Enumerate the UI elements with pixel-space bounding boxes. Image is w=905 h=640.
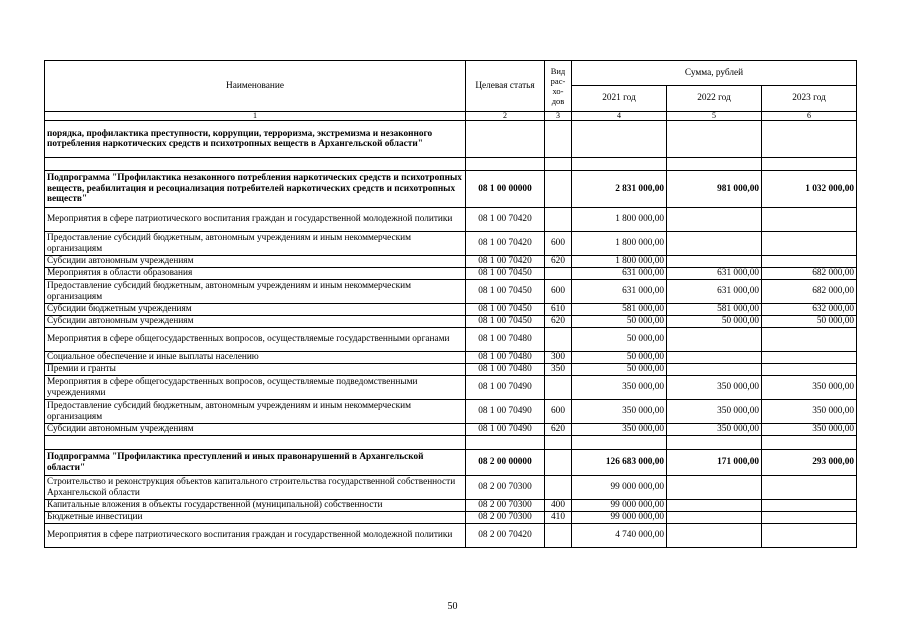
row-sum-2023-cell: 350 000,00 bbox=[762, 424, 857, 436]
row-sum-2023-cell: 293 000,00 bbox=[762, 450, 857, 476]
row-sum-2023-cell bbox=[762, 500, 857, 512]
row-name-cell: Предоставление субсидий бюджетным, автономным учреждениям и иным некоммерческим организациям bbox=[45, 400, 466, 424]
row-code-cell: 08 1 00 70420 bbox=[466, 232, 545, 256]
row-vid-cell: 600 bbox=[545, 232, 572, 256]
row-sum-2022-cell: 350 000,00 bbox=[667, 424, 762, 436]
table-row bbox=[45, 158, 857, 171]
row-sum-2022-cell bbox=[667, 512, 762, 524]
table-row bbox=[45, 280, 857, 304]
row-code-cell: 08 1 00 70490 bbox=[466, 424, 545, 436]
row-name-cell: Социальное обеспечение и иные выплаты населению bbox=[45, 352, 466, 364]
row-vid-cell: 610 bbox=[545, 304, 572, 316]
row-vid-cell bbox=[545, 121, 572, 158]
row-sum-2021-cell: 631 000,00 bbox=[572, 268, 667, 280]
row-sum-2022-cell bbox=[667, 500, 762, 512]
row-vid-cell: 620 bbox=[545, 424, 572, 436]
row-sum-2022-cell bbox=[667, 232, 762, 256]
row-sum-2022-cell: 581 000,00 bbox=[667, 304, 762, 316]
table-row bbox=[45, 476, 857, 500]
row-vid-cell bbox=[545, 268, 572, 280]
row-sum-2021-cell: 1 800 000,00 bbox=[572, 256, 667, 268]
row-sum-2022-cell: 50 000,00 bbox=[667, 316, 762, 328]
row-sum-2021-cell: 50 000,00 bbox=[572, 364, 667, 376]
header-sum: Сумма, рублей bbox=[572, 61, 857, 86]
row-sum-2022-cell: 350 000,00 bbox=[667, 400, 762, 424]
row-sum-2022-cell: 981 000,00 bbox=[667, 171, 762, 208]
row-vid-cell: 300 bbox=[545, 352, 572, 364]
row-sum-2021-cell: 50 000,00 bbox=[572, 316, 667, 328]
row-name-cell: Предоставление субсидий бюджетным, автономным учреждениям и иным некоммерческим организациям bbox=[45, 280, 466, 304]
header-year-2021: 2021 год bbox=[572, 86, 667, 112]
column-index-row bbox=[45, 112, 857, 121]
row-name-cell bbox=[45, 436, 466, 450]
row-name-cell: Бюджетные инвестиции bbox=[45, 512, 466, 524]
row-name-cell: Мероприятия в сфере патриотического воспитания граждан и государственной молодежной политики bbox=[45, 208, 466, 232]
row-vid-cell: 620 bbox=[545, 316, 572, 328]
row-sum-2023-cell bbox=[762, 158, 857, 171]
row-code-cell: 08 1 00 70480 bbox=[466, 352, 545, 364]
column-index: 6 bbox=[762, 112, 857, 121]
row-sum-2022-cell bbox=[667, 208, 762, 232]
row-sum-2022-cell bbox=[667, 476, 762, 500]
header-year-2022: 2022 год bbox=[667, 86, 762, 112]
table-row bbox=[45, 171, 857, 208]
row-sum-2023-cell bbox=[762, 208, 857, 232]
table-row bbox=[45, 121, 857, 158]
row-code-cell: 08 1 00 70450 bbox=[466, 280, 545, 304]
table-row bbox=[45, 256, 857, 268]
budget-table bbox=[44, 60, 857, 548]
row-sum-2023-cell: 682 000,00 bbox=[762, 280, 857, 304]
table-row bbox=[45, 436, 857, 450]
column-index: 3 bbox=[545, 112, 572, 121]
column-index: 4 bbox=[572, 112, 667, 121]
row-vid-cell bbox=[545, 436, 572, 450]
row-sum-2023-cell bbox=[762, 364, 857, 376]
row-sum-2021-cell: 1 800 000,00 bbox=[572, 208, 667, 232]
page-number: 50 bbox=[447, 601, 458, 612]
row-sum-2022-cell: 631 000,00 bbox=[667, 268, 762, 280]
table-row bbox=[45, 500, 857, 512]
row-sum-2021-cell: 631 000,00 bbox=[572, 280, 667, 304]
row-vid-cell bbox=[545, 328, 572, 352]
row-name-cell: Строительство и реконструкция объектов капитального строительства государственной собственности Архангельской области bbox=[45, 476, 466, 500]
row-name-cell: Премии и гранты bbox=[45, 364, 466, 376]
header-vid: Вид рас-хо-дов bbox=[545, 61, 572, 112]
row-sum-2023-cell: 350 000,00 bbox=[762, 400, 857, 424]
row-code-cell: 08 1 00 00000 bbox=[466, 171, 545, 208]
row-sum-2023-cell: 50 000,00 bbox=[762, 316, 857, 328]
row-code-cell bbox=[466, 121, 545, 158]
row-name-cell: Мероприятия в сфере общегосударственных вопросов, осуществляемые подведомственными учреждениями bbox=[45, 376, 466, 400]
row-sum-2023-cell bbox=[762, 476, 857, 500]
row-sum-2021-cell: 126 683 000,00 bbox=[572, 450, 667, 476]
row-code-cell bbox=[466, 436, 545, 450]
row-sum-2022-cell bbox=[667, 121, 762, 158]
row-sum-2023-cell bbox=[762, 328, 857, 352]
row-sum-2022-cell: 631 000,00 bbox=[667, 280, 762, 304]
table-row bbox=[45, 450, 857, 476]
row-code-cell: 08 2 00 70300 bbox=[466, 476, 545, 500]
row-name-cell: Субсидии автономным учреждениям bbox=[45, 256, 466, 268]
row-code-cell: 08 1 00 70450 bbox=[466, 304, 545, 316]
row-sum-2022-cell bbox=[667, 256, 762, 268]
row-sum-2021-cell: 50 000,00 bbox=[572, 328, 667, 352]
row-sum-2023-cell: 632 000,00 bbox=[762, 304, 857, 316]
header-name: Наименование bbox=[45, 61, 466, 112]
column-index: 2 bbox=[466, 112, 545, 121]
row-vid-cell: 620 bbox=[545, 256, 572, 268]
row-sum-2022-cell: 171 000,00 bbox=[667, 450, 762, 476]
row-name-cell: Субсидии автономным учреждениям bbox=[45, 424, 466, 436]
row-code-cell bbox=[466, 158, 545, 171]
row-sum-2021-cell bbox=[572, 158, 667, 171]
row-vid-cell: 600 bbox=[545, 400, 572, 424]
row-sum-2023-cell bbox=[762, 436, 857, 450]
row-sum-2023-cell: 682 000,00 bbox=[762, 268, 857, 280]
row-sum-2021-cell: 4 740 000,00 bbox=[572, 524, 667, 548]
table-row bbox=[45, 316, 857, 328]
row-name-cell: Подпрограмма "Профилактика преступлений и иных правонарушений в Архангельской области" bbox=[45, 450, 466, 476]
row-vid-cell bbox=[545, 208, 572, 232]
row-code-cell: 08 1 00 70420 bbox=[466, 256, 545, 268]
row-sum-2022-cell bbox=[667, 364, 762, 376]
row-code-cell: 08 1 00 70450 bbox=[466, 316, 545, 328]
row-name-cell: Мероприятия в сфере патриотического воспитания граждан и государственной молодежной политики bbox=[45, 524, 466, 548]
header-code: Целевая статья bbox=[466, 61, 545, 112]
table-row bbox=[45, 304, 857, 316]
row-name-cell: Субсидии бюджетным учреждениям bbox=[45, 304, 466, 316]
row-sum-2022-cell bbox=[667, 524, 762, 548]
table-row bbox=[45, 424, 857, 436]
row-code-cell: 08 1 00 70480 bbox=[466, 364, 545, 376]
row-sum-2021-cell: 99 000 000,00 bbox=[572, 500, 667, 512]
table-row bbox=[45, 400, 857, 424]
row-sum-2021-cell: 2 831 000,00 bbox=[572, 171, 667, 208]
table-row bbox=[45, 328, 857, 352]
table-row bbox=[45, 232, 857, 256]
column-index: 5 bbox=[667, 112, 762, 121]
row-code-cell: 08 1 00 70490 bbox=[466, 400, 545, 424]
row-code-cell: 08 1 00 70450 bbox=[466, 268, 545, 280]
row-sum-2023-cell bbox=[762, 352, 857, 364]
row-sum-2022-cell: 350 000,00 bbox=[667, 376, 762, 400]
row-sum-2021-cell: 350 000,00 bbox=[572, 424, 667, 436]
table-row bbox=[45, 376, 857, 400]
table-row bbox=[45, 364, 857, 376]
row-sum-2023-cell: 350 000,00 bbox=[762, 376, 857, 400]
row-vid-cell: 400 bbox=[545, 500, 572, 512]
row-code-cell: 08 2 00 70420 bbox=[466, 524, 545, 548]
row-sum-2022-cell bbox=[667, 352, 762, 364]
row-vid-cell bbox=[545, 171, 572, 208]
row-sum-2022-cell bbox=[667, 328, 762, 352]
row-name-cell: порядка, профилактика преступности, коррупции, терроризма, экстремизма и незаконного потребления наркотических средств и психотропных веществ в Архангельской области" bbox=[45, 121, 466, 158]
row-sum-2021-cell: 1 800 000,00 bbox=[572, 232, 667, 256]
table-row bbox=[45, 268, 857, 280]
table-row bbox=[45, 352, 857, 364]
row-sum-2022-cell bbox=[667, 436, 762, 450]
row-code-cell: 08 2 00 70300 bbox=[466, 512, 545, 524]
row-vid-cell bbox=[545, 524, 572, 548]
row-sum-2021-cell: 99 000 000,00 bbox=[572, 476, 667, 500]
row-name-cell: Мероприятия в сфере общегосударственных вопросов, осуществляемые государственными органами bbox=[45, 328, 466, 352]
table-row bbox=[45, 208, 857, 232]
row-vid-cell: 600 bbox=[545, 280, 572, 304]
row-name-cell: Подпрограмма "Профилактика незаконного потребления наркотических средств и психотропных веществ, реабилитация и ресоциализация потребителей наркотических средств и психотропных веществ" bbox=[45, 171, 466, 208]
row-name-cell: Капитальные вложения в объекты государственной (муниципальной) собственности bbox=[45, 500, 466, 512]
row-vid-cell bbox=[545, 158, 572, 171]
row-sum-2023-cell bbox=[762, 524, 857, 548]
row-sum-2021-cell: 581 000,00 bbox=[572, 304, 667, 316]
table-row bbox=[45, 524, 857, 548]
row-vid-cell bbox=[545, 450, 572, 476]
row-code-cell: 08 2 00 70300 bbox=[466, 500, 545, 512]
row-sum-2021-cell: 99 000 000,00 bbox=[572, 512, 667, 524]
row-code-cell: 08 1 00 70420 bbox=[466, 208, 545, 232]
row-code-cell: 08 1 00 70490 bbox=[466, 376, 545, 400]
row-code-cell: 08 2 00 00000 bbox=[466, 450, 545, 476]
row-vid-cell bbox=[545, 476, 572, 500]
row-name-cell: Субсидии автономным учреждениям bbox=[45, 316, 466, 328]
row-vid-cell bbox=[545, 376, 572, 400]
header-year-2023: 2023 год bbox=[762, 86, 857, 112]
row-sum-2021-cell bbox=[572, 436, 667, 450]
row-sum-2022-cell bbox=[667, 158, 762, 171]
row-sum-2021-cell: 350 000,00 bbox=[572, 376, 667, 400]
row-sum-2023-cell bbox=[762, 121, 857, 158]
table-row bbox=[45, 512, 857, 524]
row-sum-2023-cell: 1 032 000,00 bbox=[762, 171, 857, 208]
row-sum-2023-cell bbox=[762, 232, 857, 256]
row-code-cell: 08 1 00 70480 bbox=[466, 328, 545, 352]
row-name-cell bbox=[45, 158, 466, 171]
row-sum-2021-cell: 350 000,00 bbox=[572, 400, 667, 424]
row-name-cell: Мероприятия в области образования bbox=[45, 268, 466, 280]
column-index: 1 bbox=[45, 112, 466, 121]
row-sum-2021-cell: 50 000,00 bbox=[572, 352, 667, 364]
row-name-cell: Предоставление субсидий бюджетным, автономным учреждениям и иным некоммерческим организациям bbox=[45, 232, 466, 256]
row-vid-cell: 410 bbox=[545, 512, 572, 524]
row-sum-2023-cell bbox=[762, 512, 857, 524]
table-body bbox=[45, 121, 857, 548]
row-vid-cell: 350 bbox=[545, 364, 572, 376]
row-sum-2021-cell bbox=[572, 121, 667, 158]
row-sum-2023-cell bbox=[762, 256, 857, 268]
